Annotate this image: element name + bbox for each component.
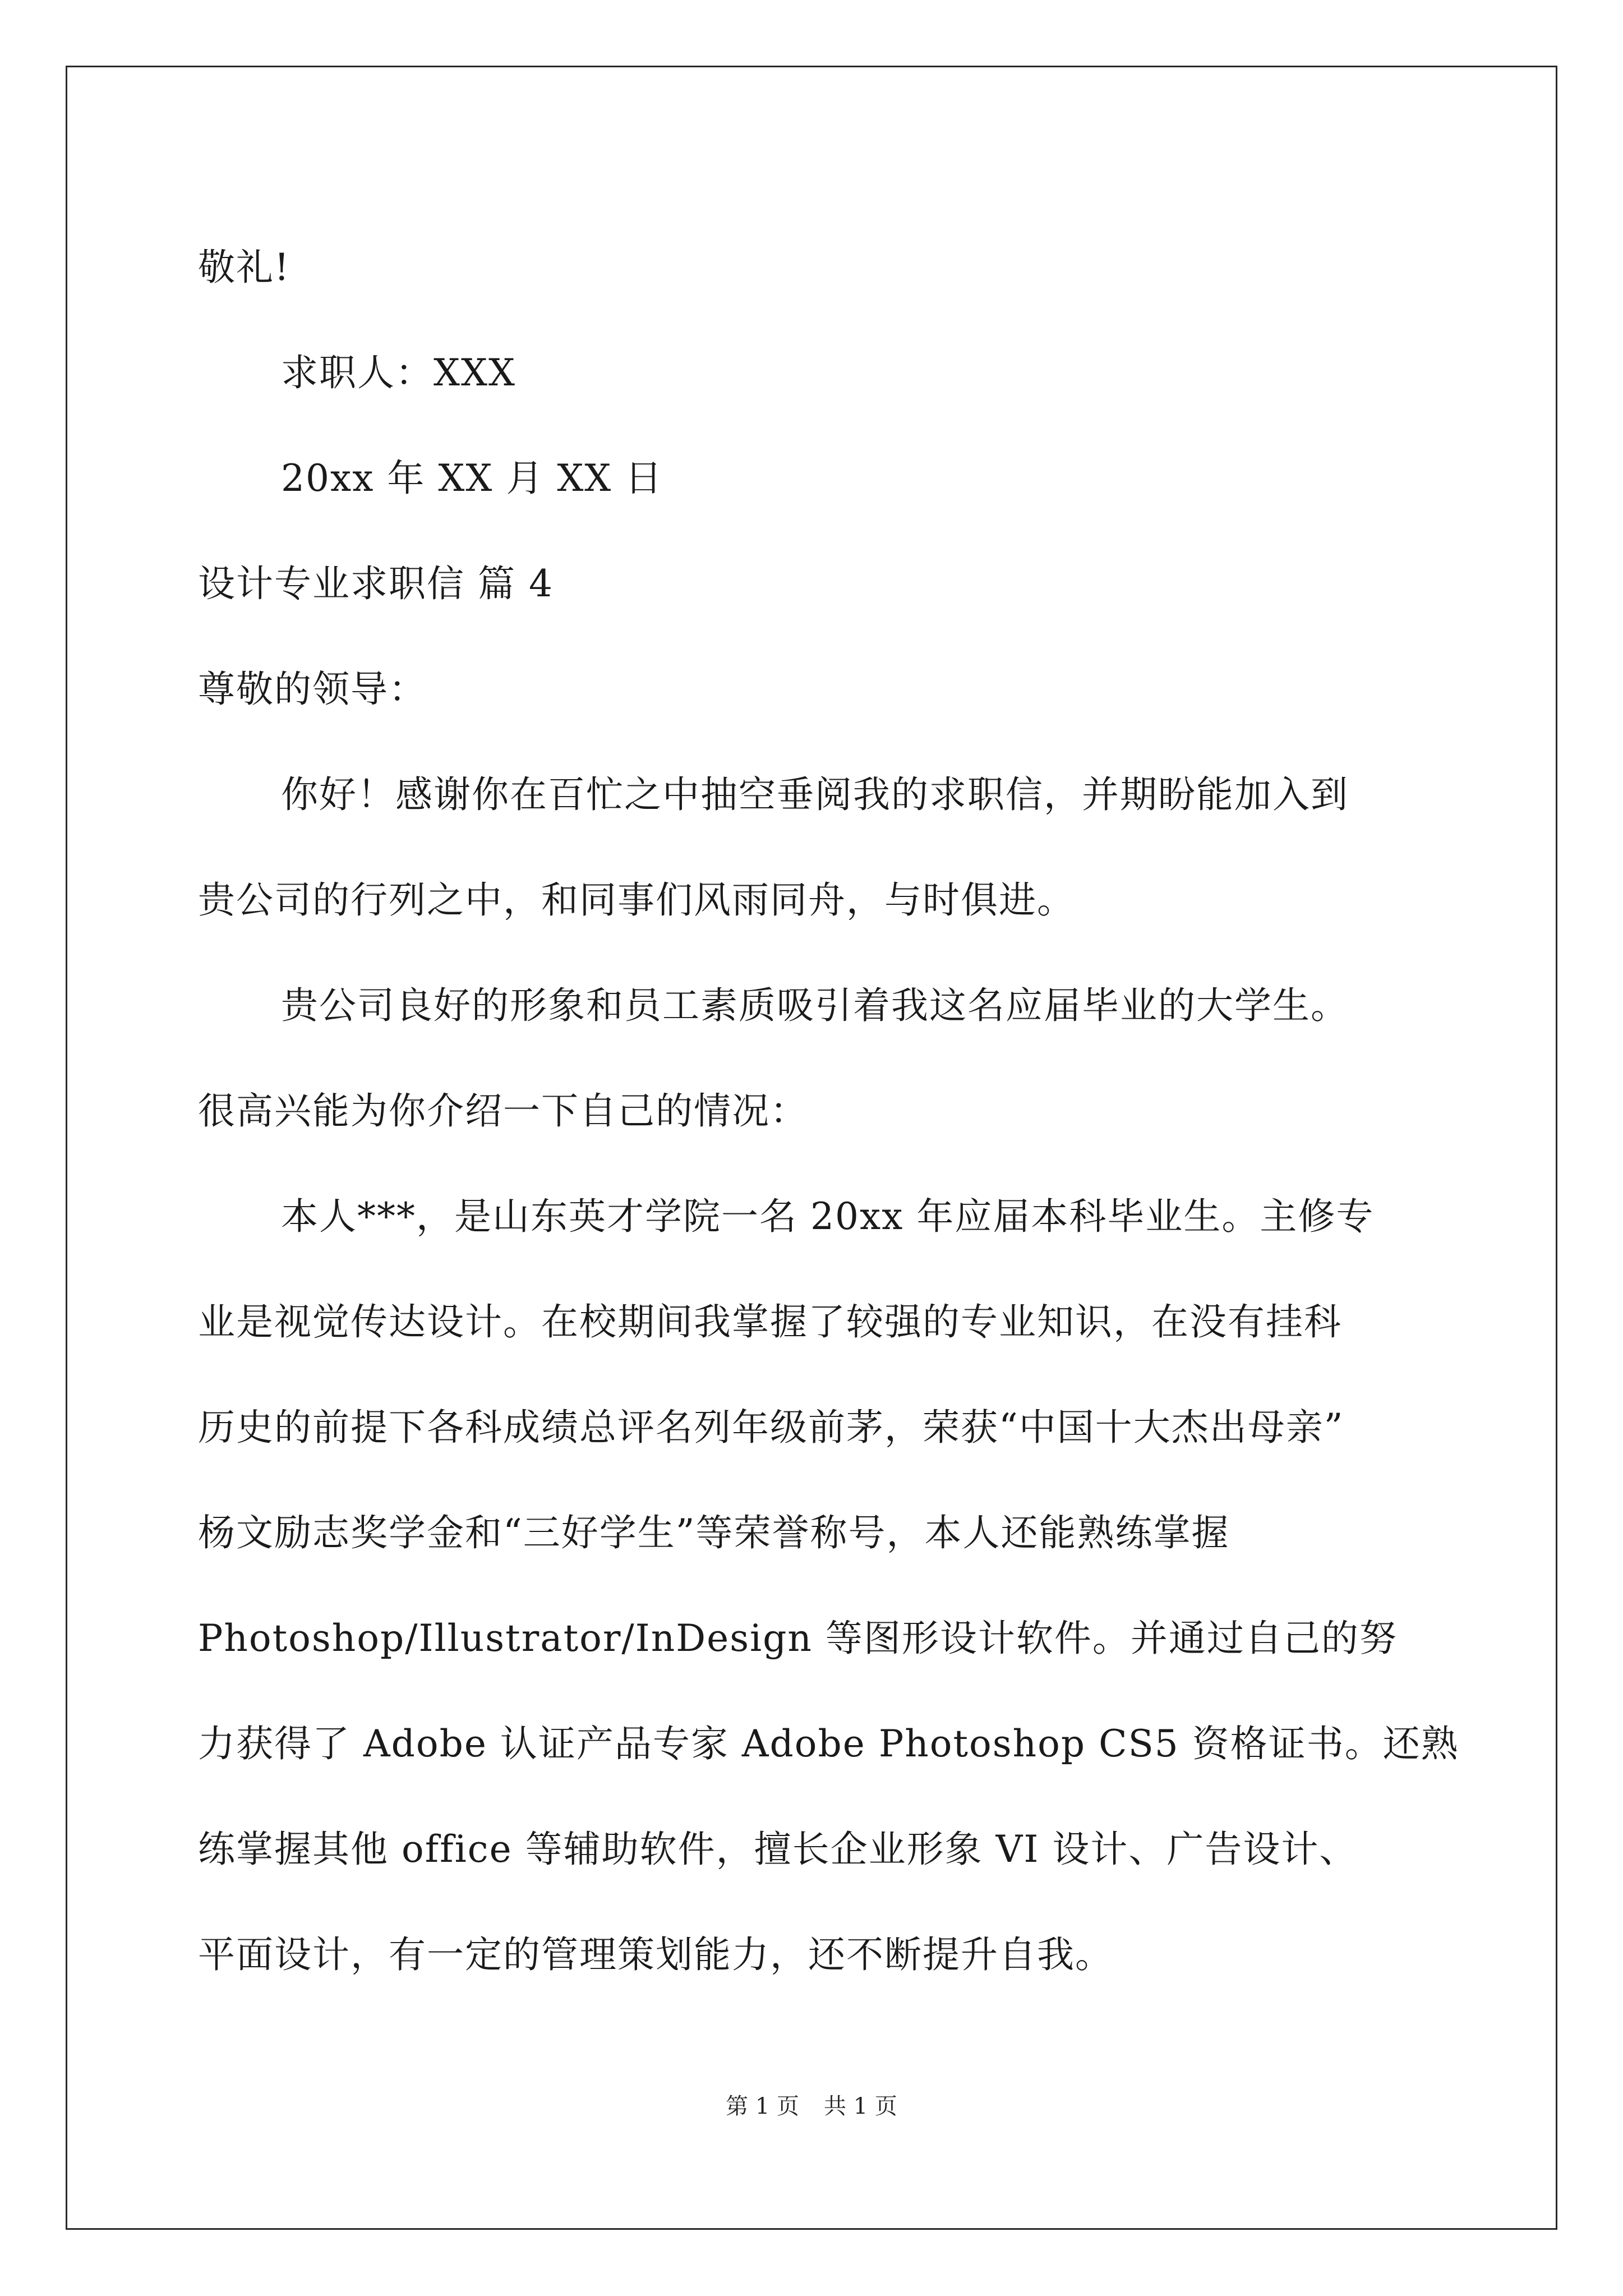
paragraph-line: 杨文励志奖学金和“三好学生”等荣誉称号，本人还能熟练掌握 bbox=[198, 1511, 1230, 1554]
section-heading: 设计专业求职信 篇 4 bbox=[198, 562, 554, 605]
applicant-signature: 求职人：XXX bbox=[281, 351, 516, 394]
page-total: 共 1 页 bbox=[824, 2093, 897, 2119]
page-footer bbox=[0, 2090, 1623, 2123]
paragraph-line: 很高兴能为你介绍一下自己的情况： bbox=[198, 1089, 808, 1133]
paragraph-line: 平面设计，有一定的管理策划能力，还不断提升自我。 bbox=[198, 1933, 1113, 1976]
page-number: 第 1 页 bbox=[726, 2093, 799, 2119]
document-body bbox=[198, 215, 1459, 2008]
paragraph-line: 力获得了 Adobe 认证产品专家 Adobe Photoshop CS5 资格证书。还熟 bbox=[198, 1722, 1459, 1765]
paragraph-line: 贵公司良好的形象和员工素质吸引着我这名应届毕业的大学生。 bbox=[281, 984, 1349, 1027]
paragraph-line: 你好！感谢你在百忙之中抽空垂阅我的求职信，并期盼能加入到 bbox=[281, 773, 1349, 816]
paragraph-line: 本人***，是山东英才学院一名 20xx 年应届本科毕业生。主修专 bbox=[281, 1195, 1375, 1238]
paragraph-line: 历史的前提下各科成绩总评名列年级前茅，荣获“中国十大杰出母亲” bbox=[198, 1406, 1344, 1449]
paragraph-line: 贵公司的行列之中，和同事们风雨同舟，与时俱进。 bbox=[198, 878, 1075, 922]
paragraph-line: 练掌握其他 office 等辅助软件，擅长企业形象 VI 设计、广告设计、 bbox=[198, 1828, 1358, 1871]
letter-greeting: 尊敬的领导： bbox=[198, 668, 427, 711]
closing-salutation: 敬礼! bbox=[198, 246, 291, 289]
paragraph-line: 业是视觉传达设计。在校期间我掌握了较强的专业知识，在没有挂科 bbox=[198, 1300, 1342, 1343]
signature-date: 20xx 年 XX 月 XX 日 bbox=[281, 457, 663, 500]
paragraph-line: Photoshop/Illustrator/InDesign 等图形设计软件。并通过自己的努 bbox=[198, 1617, 1398, 1660]
